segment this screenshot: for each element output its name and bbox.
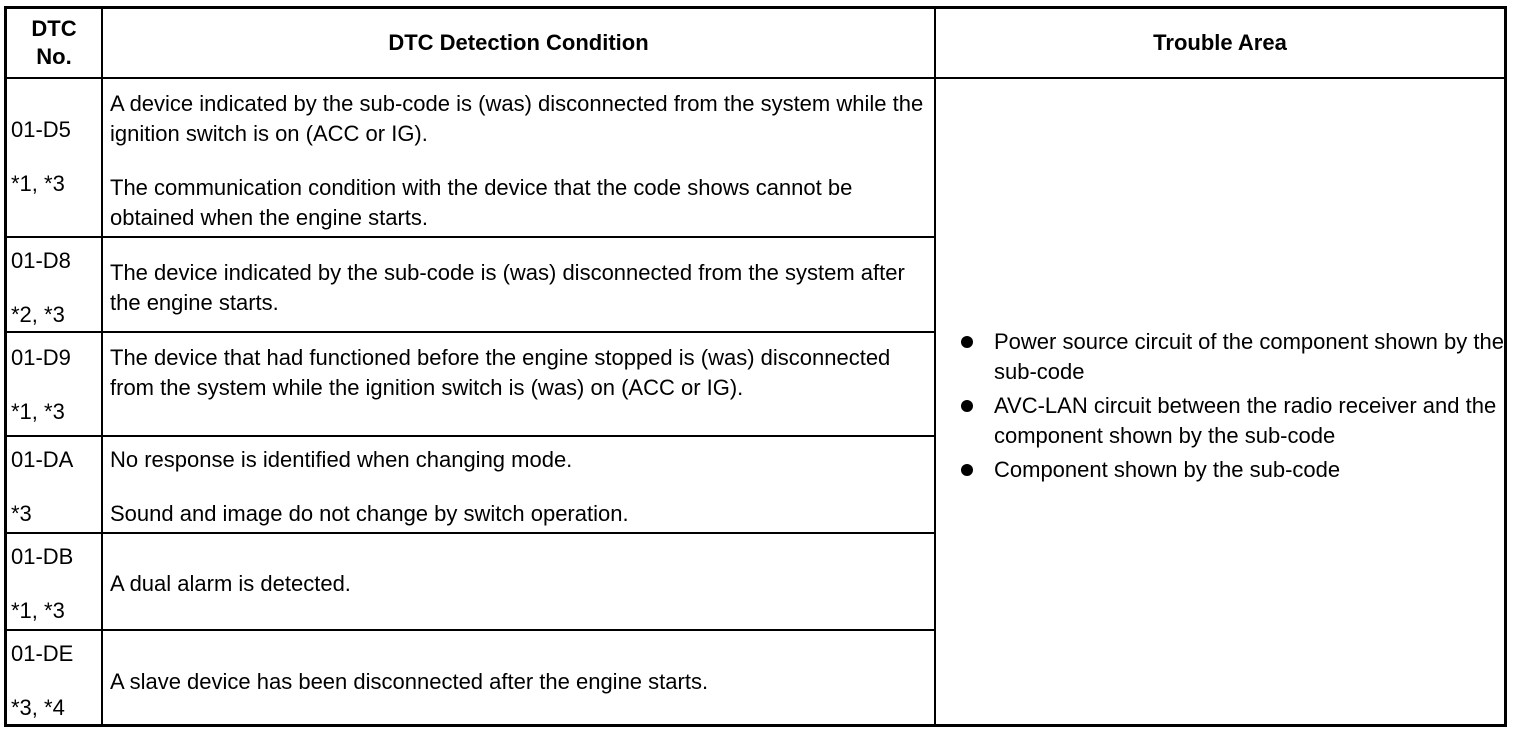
condition-text: A device indicated by the sub-code is (was) disconnected from the system while the ignition switch is on (ACC or IG). — [110, 91, 924, 146]
condition-text: Sound and image do not change by switch operation. — [110, 501, 629, 526]
trouble-area-cell — [939, 327, 1504, 489]
table-row-code-cell — [7, 79, 103, 236]
trouble-area-text: AVC-LAN circuit between the radio receiver and the component shown by the sub-code — [994, 393, 1497, 448]
header-detection-condition: DTC Detection Condition — [388, 30, 649, 55]
bullet-icon — [961, 400, 973, 412]
dtc-note: *3, *4 — [11, 695, 65, 720]
table-row-condition-cell — [105, 667, 935, 697]
dtc-note: *1, *3 — [11, 598, 65, 623]
dtc-code: 01-D8 — [11, 248, 71, 273]
table-row-condition-cell — [105, 569, 935, 599]
list-item — [939, 455, 1504, 485]
dtc-code: 01-DA — [11, 447, 74, 472]
condition-text: The device indicated by the sub-code is (was) disconnected from the system after the engine starts. — [110, 260, 905, 315]
trouble-area-text: Power source circuit of the component shown by the sub-code — [994, 329, 1504, 384]
header-dtc-no: DTC No. — [31, 16, 77, 69]
trouble-area-text: Component shown by the sub-code — [994, 457, 1341, 482]
table-row-code-cell — [7, 631, 103, 724]
dtc-code: 01-D9 — [11, 345, 71, 370]
dtc-note: *1, *3 — [11, 171, 65, 196]
trouble-area-list — [939, 327, 1504, 485]
dtc-note: *3 — [11, 501, 32, 526]
table-row-code-cell — [7, 238, 103, 331]
dtc-note: *2, *3 — [11, 302, 65, 327]
table-row-condition-cell — [105, 445, 935, 529]
row-divider — [7, 532, 936, 534]
table-row-code-cell — [7, 534, 103, 629]
list-item — [939, 391, 1504, 451]
dtc-note: *1, *3 — [11, 399, 65, 424]
dtc-code: 01-DE — [11, 641, 74, 666]
row-divider — [7, 629, 936, 631]
condition-text: The device that had functioned before the engine stopped is (was) disconnected from the system while the ignition switch is (was) on (ACC or IG). — [110, 345, 891, 400]
table-row-code-cell — [7, 333, 103, 435]
condition-text: A dual alarm is detected. — [110, 571, 351, 596]
bullet-icon — [961, 464, 973, 476]
condition-text: A slave device has been disconnected after the engine starts. — [110, 669, 709, 694]
header-trouble-area: Trouble Area — [1153, 30, 1287, 55]
header-divider — [7, 77, 1504, 79]
row-divider — [7, 435, 936, 437]
list-item — [939, 327, 1504, 387]
table-row-condition-cell — [105, 343, 935, 403]
dtc-code: 01-DB — [11, 544, 74, 569]
dtc-code: 01-D5 — [11, 117, 71, 142]
condition-text: The communication condition with the device that the code shows cannot be obtained when the engine starts. — [110, 175, 853, 230]
bullet-icon — [961, 336, 973, 348]
row-divider — [7, 331, 936, 333]
table-row-code-cell — [7, 437, 103, 532]
table-row-condition-cell — [105, 258, 935, 318]
condition-text: No response is identified when changing mode. — [110, 447, 573, 472]
table-row-condition-cell — [105, 89, 935, 233]
dtc-table — [4, 6, 1507, 727]
row-divider — [7, 236, 936, 238]
